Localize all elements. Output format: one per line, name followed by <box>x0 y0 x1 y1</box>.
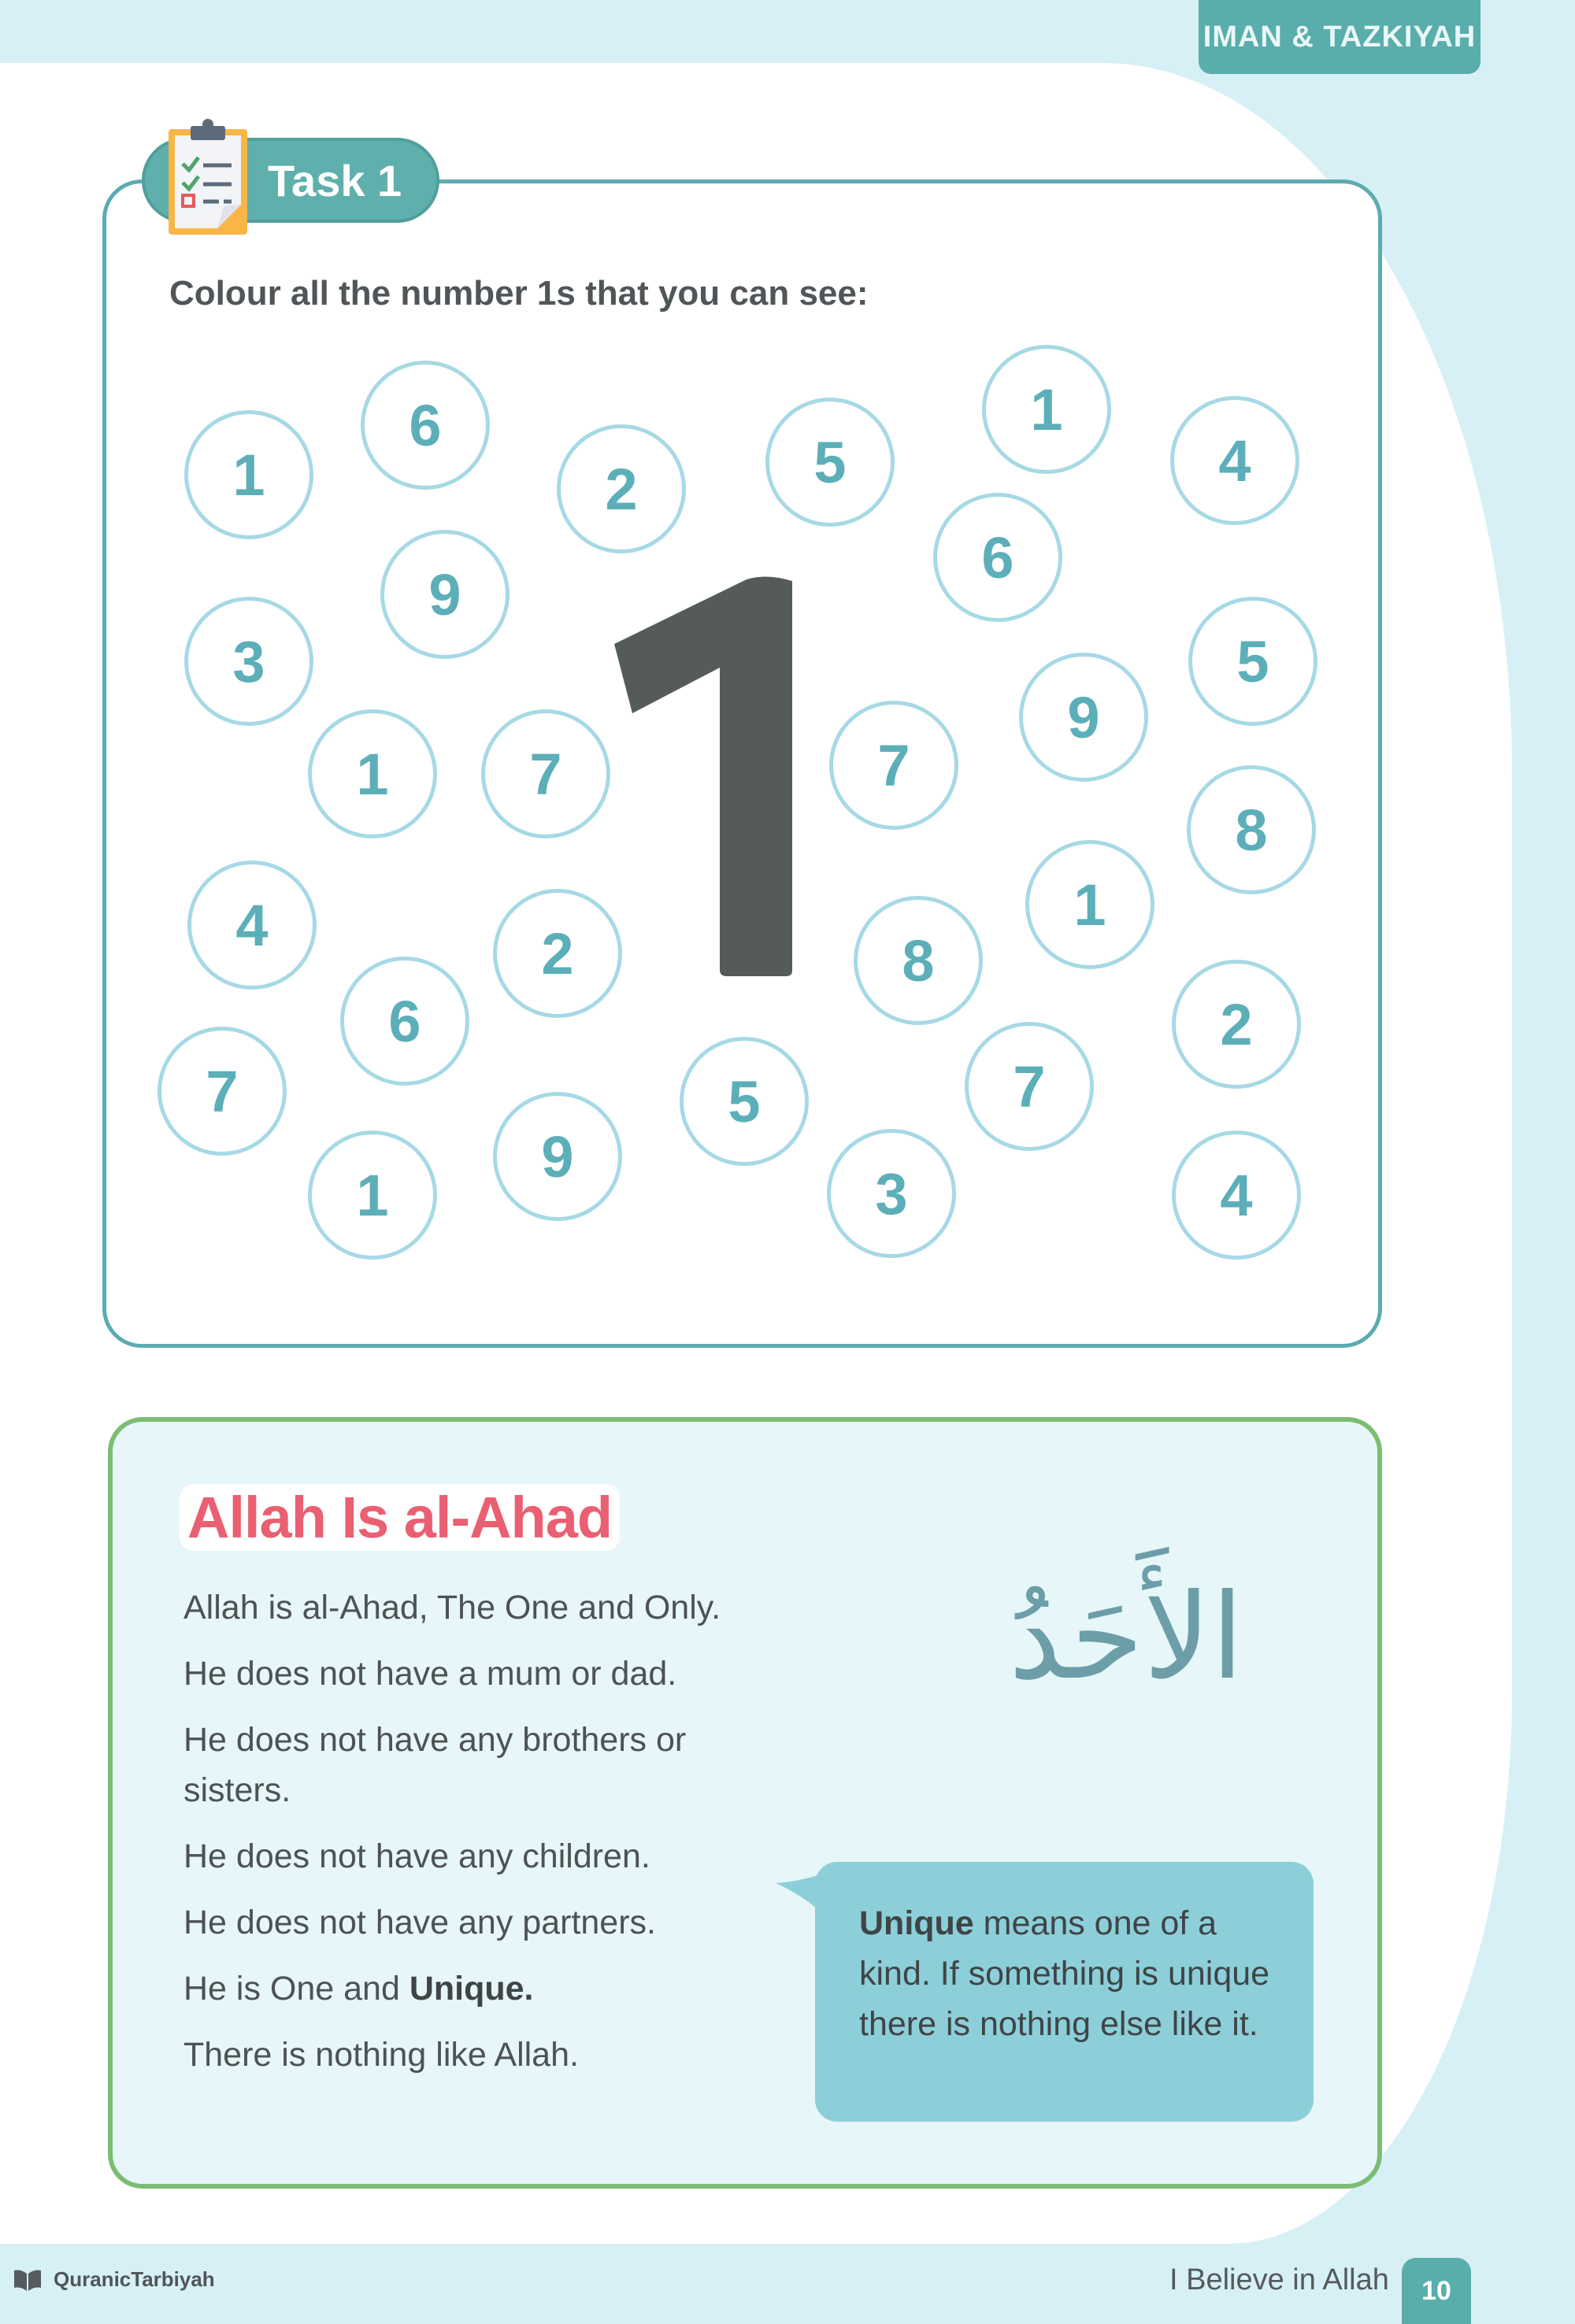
page-number: 10 <box>1402 2258 1471 2324</box>
number-circle[interactable]: 5 <box>680 1037 809 1166</box>
number-circle[interactable]: 4 <box>187 860 317 990</box>
ahad-line: There is nothing like Allah. <box>183 2036 579 2074</box>
number-circle[interactable]: 4 <box>1170 396 1299 525</box>
number-circle[interactable]: 1 <box>308 709 437 838</box>
ahad-line: He does not have any children. <box>183 1837 650 1875</box>
number-circle[interactable]: 8 <box>854 896 983 1025</box>
number-circle[interactable]: 3 <box>184 597 313 726</box>
number-circle[interactable]: 7 <box>158 1027 287 1156</box>
number-circle[interactable]: 1 <box>982 345 1111 474</box>
ahad-line: He does not have any partners. <box>183 1904 656 1941</box>
ahad-line: He does not have a mum or dad. <box>183 1655 677 1693</box>
number-circle[interactable]: 1 <box>308 1131 437 1260</box>
clipboard-checklist-icon <box>167 118 250 236</box>
number-circle[interactable]: 9 <box>380 530 510 659</box>
ahad-line-bold: Unique. <box>409 1970 534 2008</box>
number-circle[interactable]: 9 <box>493 1092 622 1221</box>
arabic-al-ahad: الأَحَدُ <box>1008 1569 1244 1706</box>
unique-definition-bubble <box>815 1862 1314 2122</box>
section-tab: IMAN & TAZKIYAH <box>1199 0 1480 74</box>
task-label: Task 1 <box>268 156 402 205</box>
ahad-line: He does not have any brothers or sisters. <box>183 1721 687 1809</box>
number-circle[interactable]: 2 <box>493 889 622 1018</box>
ahad-line-text: He is One and <box>183 1970 410 2008</box>
ahad-line: Allah is al-Ahad, The One and Only. <box>183 1589 721 1626</box>
number-circle[interactable]: 4 <box>1172 1131 1301 1260</box>
number-circle[interactable]: 3 <box>827 1129 956 1258</box>
number-circle[interactable]: 6 <box>361 361 490 490</box>
book-logo-icon <box>13 2269 43 2291</box>
ahad-title: Allah Is al-Ahad <box>180 1484 620 1551</box>
footer-brand <box>13 2267 215 2292</box>
number-circle[interactable]: 1 <box>184 410 313 539</box>
number-circle[interactable]: 7 <box>965 1022 1094 1151</box>
number-circle[interactable]: 7 <box>481 709 610 838</box>
brand-name: QuranicTarbiyah <box>54 2267 215 2291</box>
number-circle[interactable]: 5 <box>1188 597 1317 726</box>
number-circle[interactable]: 5 <box>765 398 895 527</box>
bubble-text: means one of a kind. If something is unique there is nothing else like it. <box>859 1904 1270 2043</box>
number-circle[interactable]: 6 <box>933 493 1062 622</box>
number-circle[interactable]: 2 <box>557 424 686 553</box>
book-title: I Believe in Allah <box>1169 2263 1389 2296</box>
ahad-lines <box>183 1582 892 2096</box>
task-instruction: Colour all the number 1s that you can see: <box>169 274 869 313</box>
bubble-bold: Unique <box>859 1904 974 1942</box>
number-circle[interactable]: 2 <box>1172 960 1301 1089</box>
number-circle[interactable]: 9 <box>1019 653 1148 782</box>
number-circle[interactable]: 6 <box>340 957 469 1086</box>
number-circle[interactable]: 8 <box>1187 765 1316 894</box>
number-circle[interactable]: 1 <box>1025 840 1154 969</box>
ahad-line <box>183 1963 892 2014</box>
number-circle[interactable]: 7 <box>829 701 958 830</box>
big-number-one <box>613 573 802 983</box>
